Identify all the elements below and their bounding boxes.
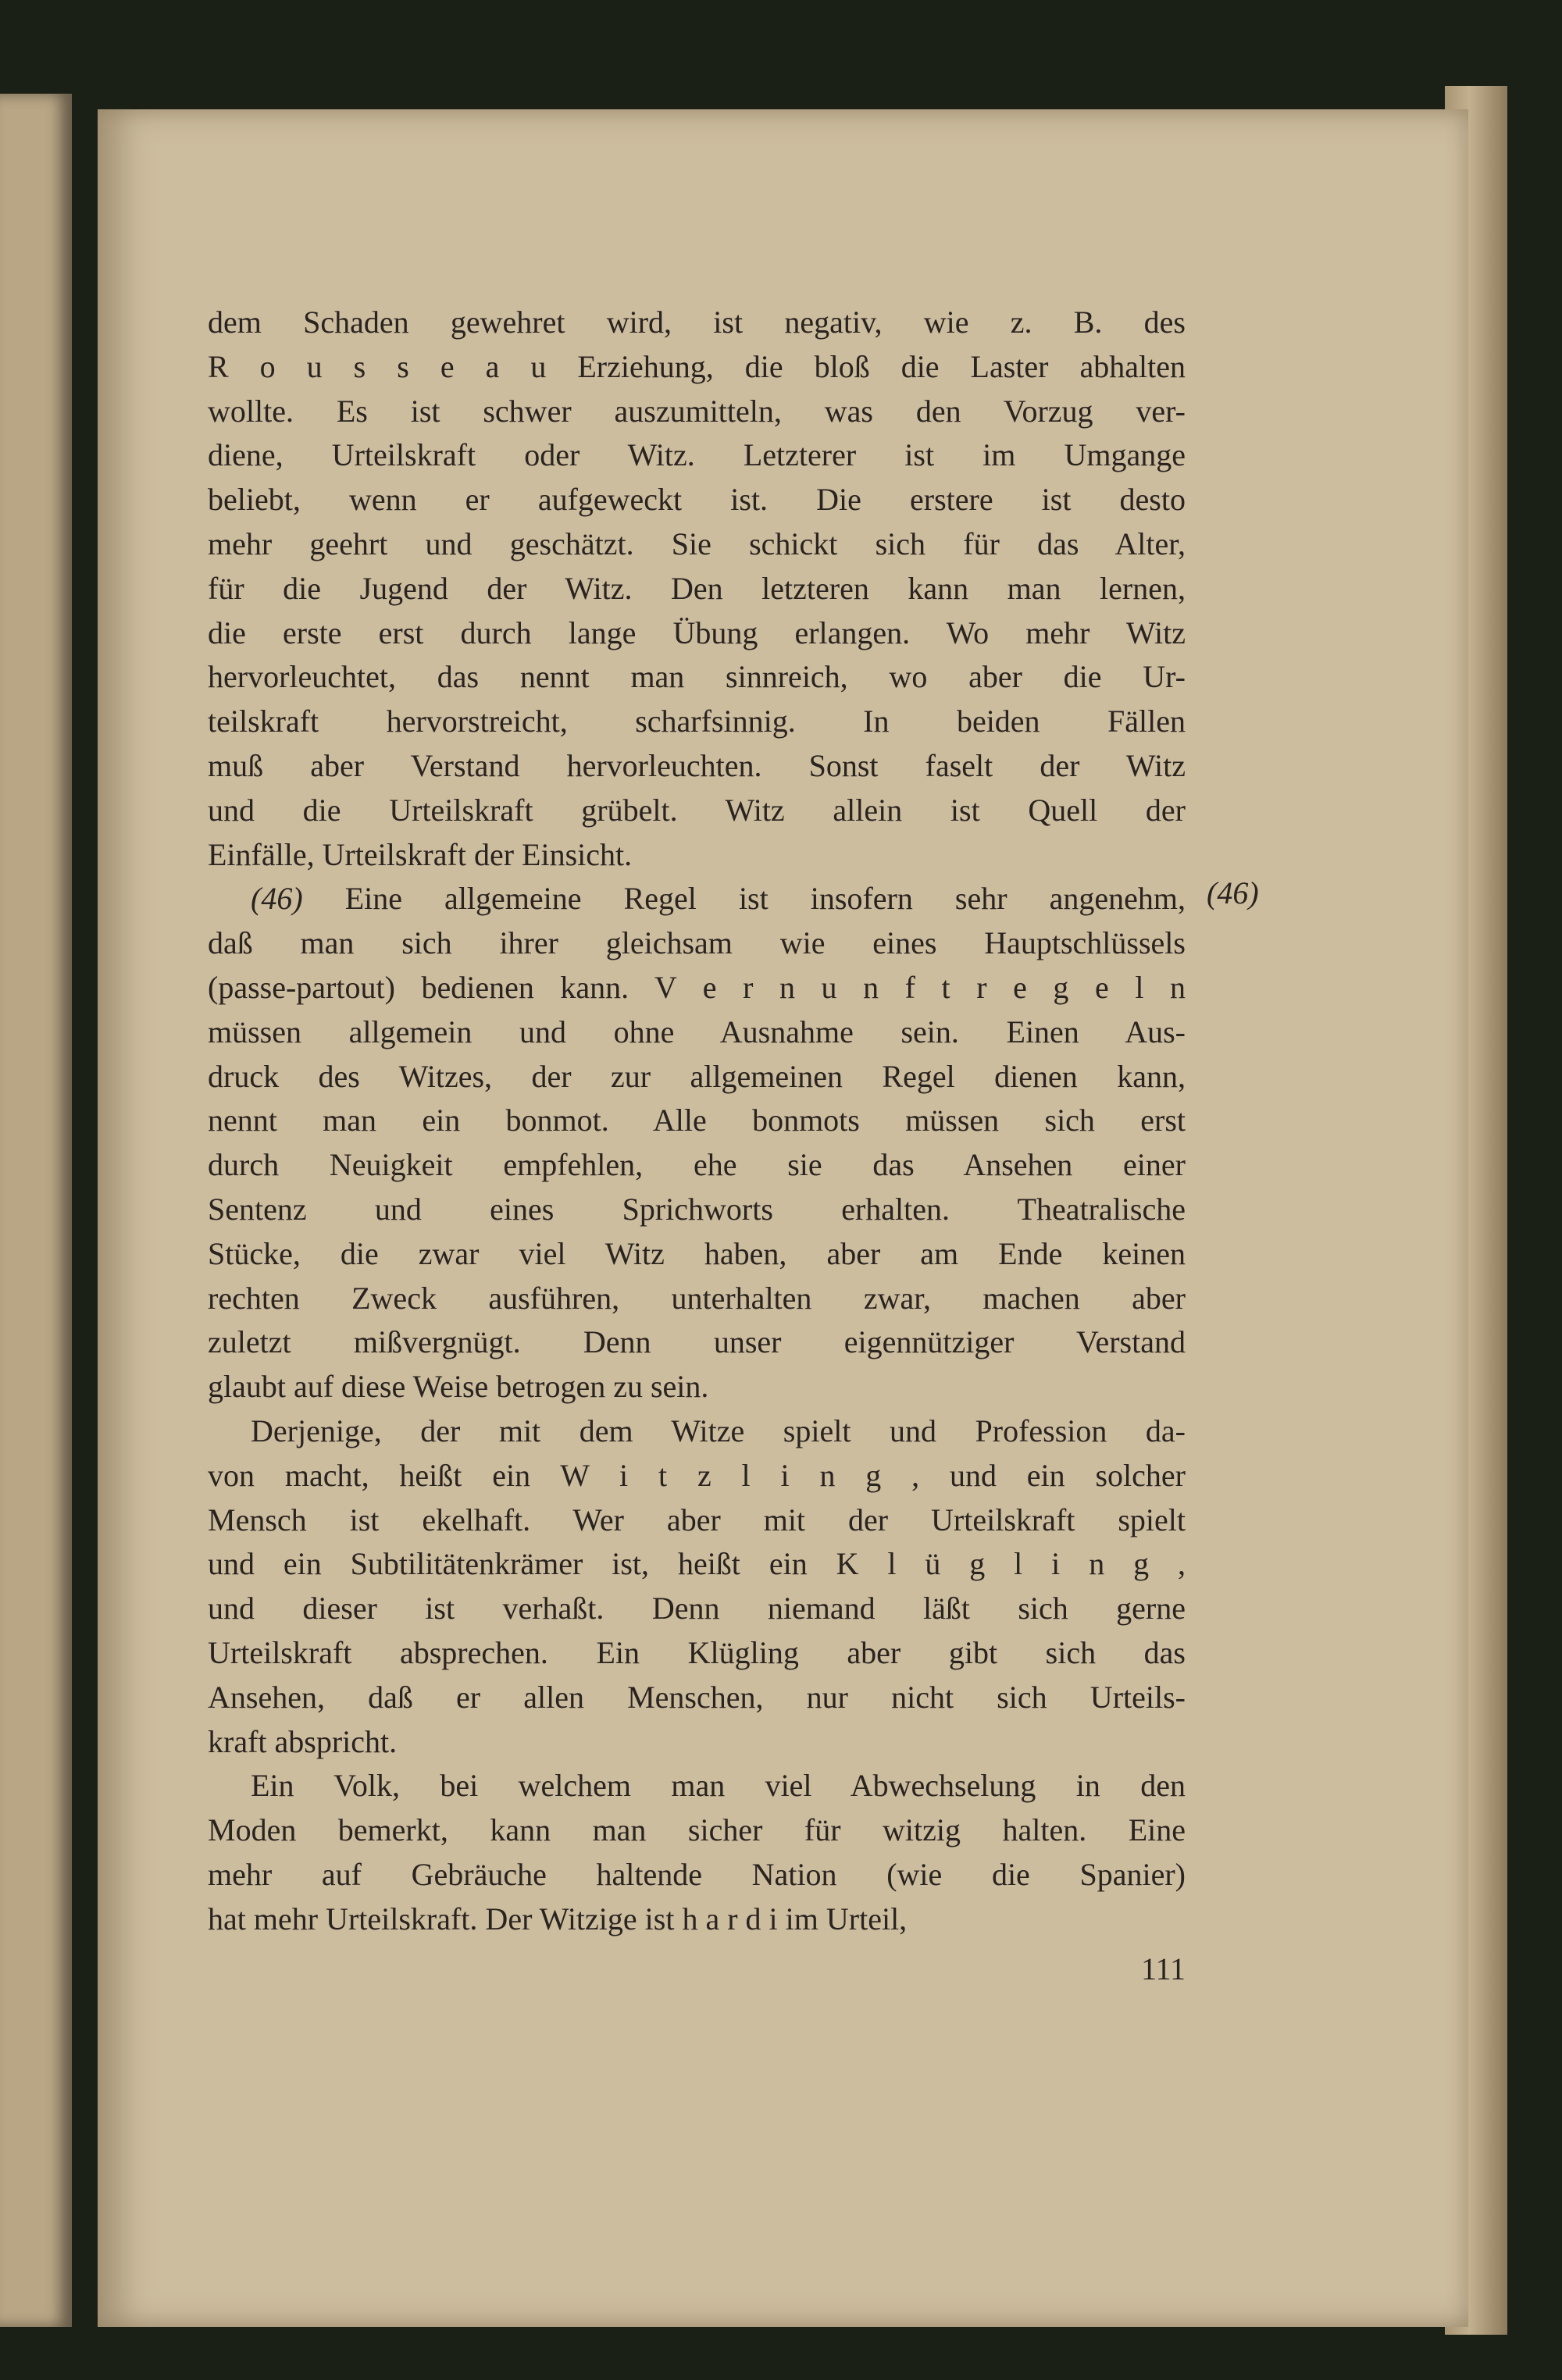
line-text: wollte. Es ist schwer auszumitteln, was den Vorzug ver- xyxy=(208,393,1186,429)
line-text: (passe-partout) bedienen kann. V e r n u n f t r e g e l n xyxy=(208,969,1186,1005)
page-body-text xyxy=(208,301,1186,1941)
line-text: Moden bemerkt, kann man sicher für witzig halten. Eine xyxy=(208,1812,1186,1848)
text-line xyxy=(208,390,1186,434)
line-text: und dieser ist verhaßt. Denn niemand läßt sich gerne xyxy=(208,1591,1186,1626)
line-text: Mensch ist ekelhaft. Wer aber mit der Urteilskraft spielt xyxy=(208,1502,1186,1537)
line-text: Eine allgemeine Regel ist insofern sehr angenehm, xyxy=(344,881,1186,917)
text-line xyxy=(208,1587,1186,1631)
text-line xyxy=(208,345,1186,390)
line-text: rechten Zweck ausführen, unterhalten zwar, machen aber xyxy=(208,1280,1186,1316)
text-line xyxy=(208,1409,1186,1454)
text-line xyxy=(208,789,1186,833)
line-text: müssen allgemein und ohne Ausnahme sein. Einen Aus- xyxy=(208,1014,1186,1049)
text-line xyxy=(208,966,1186,1010)
text-line xyxy=(208,1498,1186,1543)
text-line xyxy=(208,655,1186,700)
line-text: mehr auf Gebräuche haltende Nation (wie die Spanier) xyxy=(208,1856,1186,1892)
text-line xyxy=(208,1720,1186,1765)
text-line xyxy=(208,1897,1186,1942)
text-line xyxy=(208,921,1186,966)
line-text: Derjenige, der mit dem Witze spielt und Profession da- xyxy=(251,1413,1186,1448)
line-text: Einfälle, Urteilskraft der Einsicht. xyxy=(208,836,633,872)
text-line xyxy=(208,301,1186,345)
text-line xyxy=(208,1320,1186,1365)
line-text: Stücke, die zwar viel Witz haben, aber am Ende keinen xyxy=(208,1235,1186,1271)
text-line xyxy=(208,877,1186,921)
section-mark: (46) xyxy=(251,881,303,917)
line-text: hervorleuchtet, das nennt man sinnreich, wo aber die Ur- xyxy=(208,659,1186,695)
page-number: 111 xyxy=(1140,1951,1186,1986)
line-text: muß aber Verstand hervorleuchten. Sonst faselt der Witz xyxy=(208,747,1186,783)
line-text: druck des Witzes, der zur allgemeinen Regel dienen kann, xyxy=(208,1058,1186,1094)
text-line xyxy=(208,478,1186,522)
text-line xyxy=(208,1542,1186,1587)
line-text: von macht, heißt ein W i t z l i n g , und ein solcher xyxy=(208,1457,1186,1493)
line-text: Urteilskraft absprechen. Ein Klügling aber gibt sich das xyxy=(208,1634,1186,1670)
line-text: beliebt, wenn er aufgeweckt ist. Die erstere ist desto xyxy=(208,482,1186,518)
text-line xyxy=(208,1232,1186,1277)
facing-page-edge xyxy=(0,94,72,2327)
line-text: teilskraft hervorstreicht, scharfsinnig. In beiden Fällen xyxy=(208,704,1186,739)
line-text: kraft abspricht. xyxy=(208,1723,398,1759)
line-text: R o u s s e a u Erziehung, die bloß die Laster abhalten xyxy=(208,348,1186,384)
text-line xyxy=(208,1055,1186,1099)
line-text: glaubt auf diese Weise betrogen zu sein. xyxy=(208,1369,709,1405)
line-text: und ein Subtilitätenkrämer ist, heißt ein K l ü g l i n g , xyxy=(208,1546,1186,1582)
text-line xyxy=(208,1188,1186,1232)
text-line xyxy=(208,1143,1186,1188)
text-line xyxy=(208,522,1186,567)
text-line xyxy=(208,1010,1186,1055)
text-line xyxy=(208,700,1186,744)
margin-section-number: (46) xyxy=(1207,875,1259,910)
text-line xyxy=(208,833,1186,878)
text-line xyxy=(208,1454,1186,1498)
line-text: und die Urteilskraft grübelt. Witz allein ist Quell der xyxy=(208,792,1186,828)
text-line xyxy=(208,1099,1186,1143)
line-text: diene, Urteilskraft oder Witz. Letzterer ist im Umgange xyxy=(208,437,1186,473)
line-text: Ansehen, daß er allen Menschen, nur nicht sich Urteils- xyxy=(208,1679,1186,1715)
text-line xyxy=(208,567,1186,611)
line-text: daß man sich ihrer gleichsam wie eines Hauptschlüssels xyxy=(208,925,1186,961)
line-text: nennt man ein bonmot. Alle bonmots müssen sich erst xyxy=(208,1103,1186,1138)
text-line xyxy=(208,1277,1186,1321)
line-text: mehr geehrt und geschätzt. Sie schickt sich für das Alter, xyxy=(208,526,1186,561)
text-line xyxy=(208,1808,1186,1853)
text-line xyxy=(208,744,1186,789)
line-text: Sentenz und eines Sprichworts erhalten. Theatralische xyxy=(208,1191,1186,1227)
text-line xyxy=(208,1676,1186,1720)
line-text: die erste erst durch lange Übung erlangen. Wo mehr Witz xyxy=(208,615,1186,650)
text-line xyxy=(208,1631,1186,1676)
text-line xyxy=(208,1764,1186,1808)
line-text: für die Jugend der Witz. Den letzteren kann man lernen, xyxy=(208,570,1186,606)
line-text: hat mehr Urteilskraft. Der Witzige ist h a r d i im Urteil, xyxy=(208,1901,908,1936)
text-line xyxy=(208,1853,1186,1897)
line-text: Ein Volk, bei welchem man viel Abwechselung in den xyxy=(251,1768,1186,1804)
line-text: zuletzt mißvergnügt. Denn unser eigennütziger Verstand xyxy=(208,1324,1186,1360)
text-line xyxy=(208,433,1186,478)
line-text: dem Schaden gewehret wird, ist negativ, wie z. B. des xyxy=(208,305,1186,340)
text-line xyxy=(208,611,1186,656)
line-text: durch Neuigkeit empfehlen, ehe sie das Ansehen einer xyxy=(208,1147,1186,1183)
text-line xyxy=(208,1365,1186,1409)
